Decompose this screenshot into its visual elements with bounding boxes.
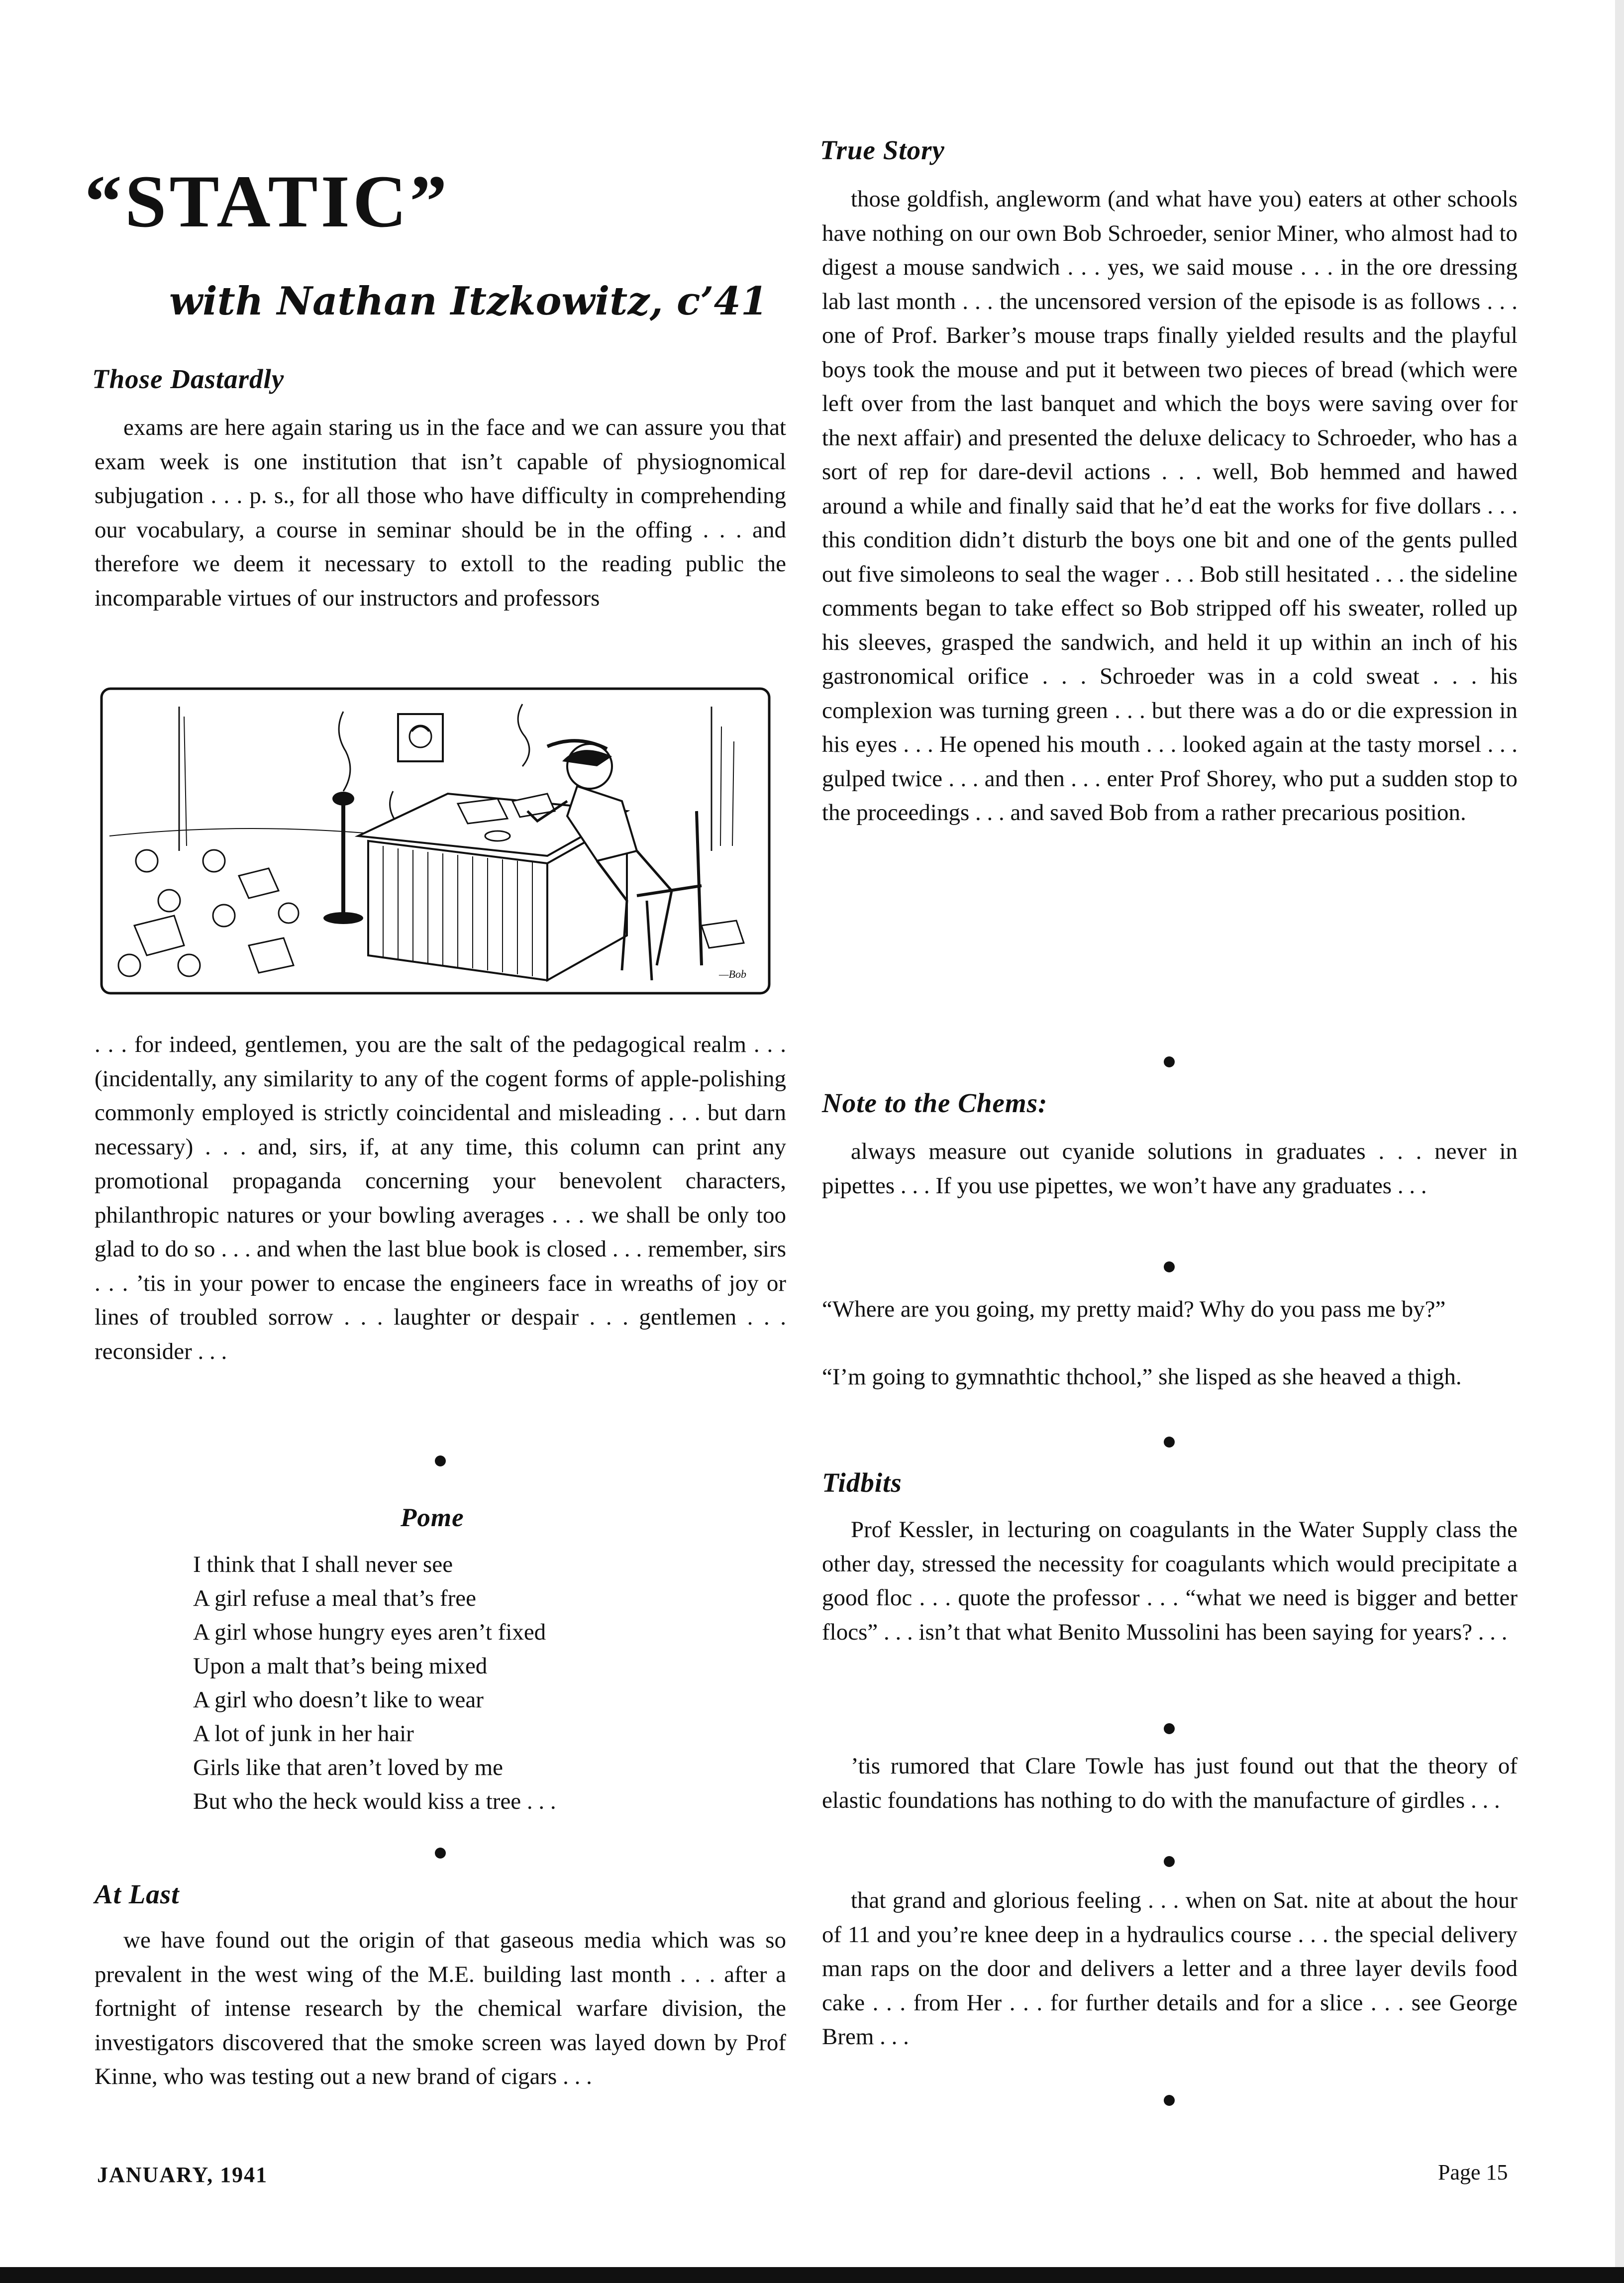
paragraph-those-dastardly-continued: . . . for indeed, gentlemen, you are the salt of the pedagogical realm . . . (incidentally, any similarity to any of the cogent forms of apple-polishing commonly employed is strictly coincidental and misleading . . . but darn necessary) . . . and, sirs, if, at any time, this column can print any promotional propaganda concerning your benevolent characters, philanthropic natures or your bowling averages . . . we shall be only too glad to do so . . . and when the last blue book is closed . . . remember, sirs . . . ’tis in your power to encase the engineers face in wreaths of joy or lines of troubled sorrow . . . laughter or despair . . . gentlemen . . . reconsider . . . bbox=[95, 1032, 786, 1364]
paragraph-tidbits-towle: ’tis rumored that Clare Towle has just found out that the theory of elastic foundations has nothing to do with the manufacture of girdles . . . bbox=[822, 1753, 1518, 1813]
poem-line: Girls like that aren’t loved by me bbox=[193, 1755, 504, 1780]
paragraph-those-dastardly: exams are here again staring us in the face and we can assure you that exam week is one institution that isn’t capable of physiognomical subjugation . . . p. s., for all those who have difficulty in comprehending our vocabulary, a course in seminar should be in the offing . . . and therefore we deem it necessary to extoll to the reading public the incomparable virtues of our instructors and professors bbox=[95, 415, 786, 611]
paragraph-tidbits-brem: that grand and glorious feeling . . . when on Sat. nite at about the hour of 11 and you’re knee deep in a hydraulics course . . . the special delivery man raps on the door and delivers a letter and a three layer devils food cake . . . from Her . . . for further details and for a slice . . . see George Brem . . . bbox=[822, 1887, 1518, 2050]
heading-tidbits: Tidbits bbox=[822, 1467, 902, 1498]
cartoon-signature: —Bob bbox=[719, 968, 746, 980]
poem-line: A lot of junk in her hair bbox=[193, 1721, 414, 1747]
section-divider-bullet bbox=[435, 1455, 446, 1466]
joke-line-answer: “I’m going to gymnathtic thchool,” she lisped as she heaved a thigh. bbox=[822, 1364, 1462, 1390]
column-title: “STATIC” bbox=[85, 160, 450, 243]
poem-line: A girl whose hungry eyes aren’t fixed bbox=[193, 1619, 546, 1645]
scan-edge bbox=[1615, 0, 1624, 2283]
heading-those-dastardly: Those Dastardly bbox=[92, 364, 285, 394]
paragraph-tidbits-kessler: Prof Kessler, in lecturing on coagulants in the Water Supply class the other day, stressed the necessity for coagulants which would precipitate a good floc . . . quote the professor . . . “what we need is bigger and better flocs” . . . isn’t that what Benito Mussolini has been saying for years? . . . bbox=[822, 1517, 1518, 1645]
heading-note-to-chems: Note to the Chems: bbox=[822, 1088, 1048, 1118]
poem-title: Pome bbox=[401, 1503, 464, 1532]
poem-block bbox=[193, 1548, 556, 1818]
cartoon-illustration bbox=[100, 687, 771, 995]
heading-at-last: At Last bbox=[95, 1879, 180, 1909]
poem-line: A girl who doesn’t like to wear bbox=[193, 1687, 484, 1713]
heading-true-story: True Story bbox=[820, 135, 945, 165]
paragraph-true-story: those goldfish, angleworm (and what have you) eaters at other schools have nothing on our own Bob Schroeder, senior Miner, who almost had to digest a mouse sandwich . . . yes, we said mouse . . . in the ore dressing lab last month . . . the uncensored version of the episode is as follows . . . one of Prof. Barker’s mouse traps finally yielded results and the playful boys took the mouse and put it between two pieces of bread (which were left over from the last banquet and which the boys were saving over for the next affair) and presented the deluxe delicacy to Schroeder, who has a sort of rep for dare-devil actions . . . well, Bob hemmed and hawed around a while and finally said that he’d eat the works for five dollars . . . this condition didn’t disturb the boys one bit and one of the gents pulled out five simoleons to seal the wager . . . Bob still hesitated . . . the sideline comments began to take effect so Bob stripped off his sweater, rolled up his sleeves, grasped the sandwich, and held it up within an inch of his gastronomical orifice . . . Schroeder was in a cold sweat . . . his complexion was turning green . . . but there was a do or die expression in his eyes . . . He opened his mouth . . . looked again at the tasty morsel . . . gulped twice . . . and then . . . enter Prof Shorey, who put a sudden stop to the proceedings . . . and saved Bob from a rather precarious position. bbox=[822, 186, 1518, 826]
joke-line-question: “Where are you going, my pretty maid? Why do you pass me by?” bbox=[822, 1296, 1446, 1322]
poem-line: Upon a malt that’s being mixed bbox=[193, 1653, 488, 1679]
section-divider-bullet bbox=[1164, 1261, 1175, 1272]
section-divider-bullet bbox=[435, 1848, 446, 1859]
cartoon-drawing bbox=[100, 687, 771, 995]
paragraph-at-last: we have found out the origin of that gaseous media which was so prevalent in the west wing of the M.E. building last month . . . after a fortnight of intense research by the chemical warfare division, the investigators discovered that the smoke screen was layed down by Prof Kinne, who was testing out a new brand of cigars . . . bbox=[95, 1927, 786, 2089]
poem-line: But who the heck would kiss a tree . . . bbox=[193, 1788, 556, 1814]
section-divider-bullet bbox=[1164, 2095, 1175, 2106]
footer-page-number: Page 15 bbox=[1438, 2160, 1508, 2184]
section-divider-bullet bbox=[1164, 1723, 1175, 1734]
section-divider-bullet bbox=[1164, 1437, 1175, 1448]
scan-bottom-edge bbox=[0, 2267, 1624, 2283]
section-divider-bullet bbox=[1164, 1056, 1175, 1067]
poem-line: A girl refuse a meal that’s free bbox=[193, 1585, 476, 1611]
poem-line: I think that I shall never see bbox=[193, 1552, 453, 1577]
footer-date: JANUARY, 1941 bbox=[97, 2163, 268, 2187]
column-byline: with Nathan Itzkowitz, c’41 bbox=[169, 279, 768, 324]
section-divider-bullet bbox=[1164, 1856, 1175, 1867]
paragraph-note-to-chems: always measure out cyanide solutions in graduates . . . never in pipettes . . . If you use pipettes, we won’t have any graduates . . . bbox=[822, 1139, 1518, 1199]
